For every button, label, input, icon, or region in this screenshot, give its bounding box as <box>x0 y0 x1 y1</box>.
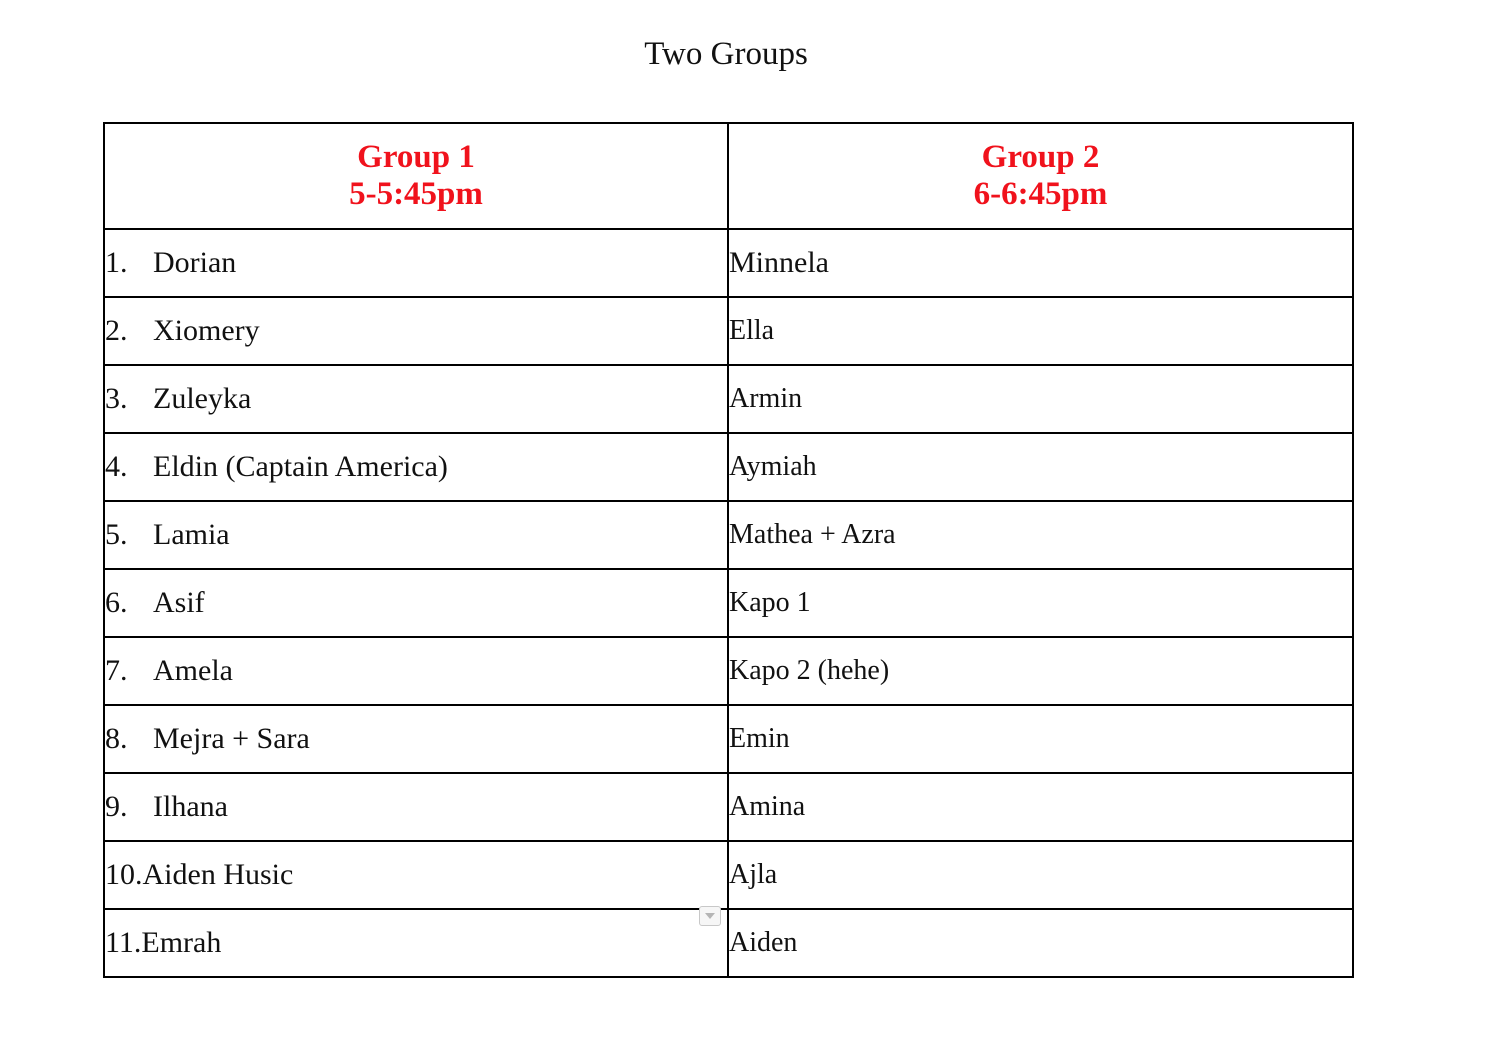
list-number: 5. <box>105 518 128 551</box>
group-1-member: Mejra + Sara <box>153 722 310 755</box>
group-1-cell[interactable] <box>104 569 728 637</box>
table-row <box>104 705 1353 773</box>
group-1-cell[interactable] <box>104 637 728 705</box>
group-2-cell[interactable] <box>728 705 1353 773</box>
group-2-cell[interactable] <box>728 501 1353 569</box>
group-1-member: Lamia <box>153 518 230 551</box>
table-row <box>104 841 1353 909</box>
group-1-cell[interactable] <box>104 433 728 501</box>
chevron-down-icon[interactable] <box>699 906 721 926</box>
table-row <box>104 637 1353 705</box>
table-row <box>104 433 1353 501</box>
group-2-member: Emin <box>729 723 790 754</box>
table-row <box>104 297 1353 365</box>
list-number: 11. <box>105 926 142 959</box>
group-1-name: Group 1 <box>357 139 475 175</box>
list-number: 7. <box>105 654 128 687</box>
group-2-member: Ajla <box>729 859 778 890</box>
group-2-member: Minnela <box>729 246 829 279</box>
group-2-member: Kapo 2 (hehe) <box>729 655 890 686</box>
group-2-member: Kapo 1 <box>729 587 811 618</box>
table-row <box>104 909 1353 977</box>
group-1-cell[interactable] <box>104 705 728 773</box>
group-1-header <box>104 123 728 229</box>
group-1-member: Asif <box>153 586 205 619</box>
group-1-cell[interactable] <box>104 773 728 841</box>
list-number: 4. <box>105 450 128 483</box>
group-1-member: Xiomery <box>153 314 260 347</box>
group-1-time: 5-5:45pm <box>349 176 483 212</box>
group-2-name: Group 2 <box>981 139 1100 175</box>
group-2-cell[interactable] <box>728 569 1353 637</box>
group-1-cell[interactable] <box>104 365 728 433</box>
list-number: 3. <box>105 382 128 415</box>
list-number: 1. <box>105 246 128 279</box>
group-2-cell[interactable] <box>728 773 1353 841</box>
table-row <box>104 501 1353 569</box>
group-2-header <box>728 123 1353 229</box>
group-2-member: Aiden <box>729 927 798 958</box>
group-2-time: 6-6:45pm <box>973 176 1108 212</box>
group-2-member: Amina <box>729 791 806 822</box>
list-number: 9. <box>105 790 128 823</box>
table-row <box>104 365 1353 433</box>
group-2-member: Mathea + Azra <box>729 519 896 550</box>
list-number: 2. <box>105 314 128 347</box>
group-2-member: Aymiah <box>729 451 817 482</box>
group-1-cell[interactable] <box>104 841 728 909</box>
group-2-cell[interactable] <box>728 637 1353 705</box>
group-1-member: Ilhana <box>153 790 228 823</box>
group-1-member: Aiden Husic <box>142 858 294 891</box>
group-1-member: Zuleyka <box>153 382 252 415</box>
group-2-cell[interactable] <box>728 909 1353 977</box>
groups-table <box>103 122 1354 978</box>
table-row <box>104 229 1353 297</box>
list-number: 10. <box>105 858 143 891</box>
document-title: Two Groups <box>644 36 808 72</box>
table-row <box>104 773 1353 841</box>
table-row <box>104 569 1353 637</box>
group-1-member: Dorian <box>153 246 237 279</box>
group-2-cell[interactable] <box>728 297 1353 365</box>
group-1-member: Eldin (Captain America) <box>153 450 448 483</box>
table-header-row <box>104 123 1353 229</box>
group-1-member: Amela <box>153 654 233 687</box>
group-1-cell[interactable] <box>104 229 728 297</box>
group-2-member: Ella <box>729 315 775 346</box>
group-2-member: Armin <box>729 383 803 414</box>
cell-content <box>105 926 727 960</box>
group-2-cell[interactable] <box>728 433 1353 501</box>
group-1-cell[interactable] <box>104 501 728 569</box>
group-1-cell[interactable] <box>104 297 728 365</box>
group-1-cell[interactable] <box>104 909 728 977</box>
group-2-cell[interactable] <box>728 841 1353 909</box>
group-2-cell[interactable] <box>728 365 1353 433</box>
group-1-member: Emrah <box>141 926 222 959</box>
list-number: 6. <box>105 586 128 619</box>
group-2-cell[interactable] <box>728 229 1353 297</box>
list-number: 8. <box>105 722 128 755</box>
